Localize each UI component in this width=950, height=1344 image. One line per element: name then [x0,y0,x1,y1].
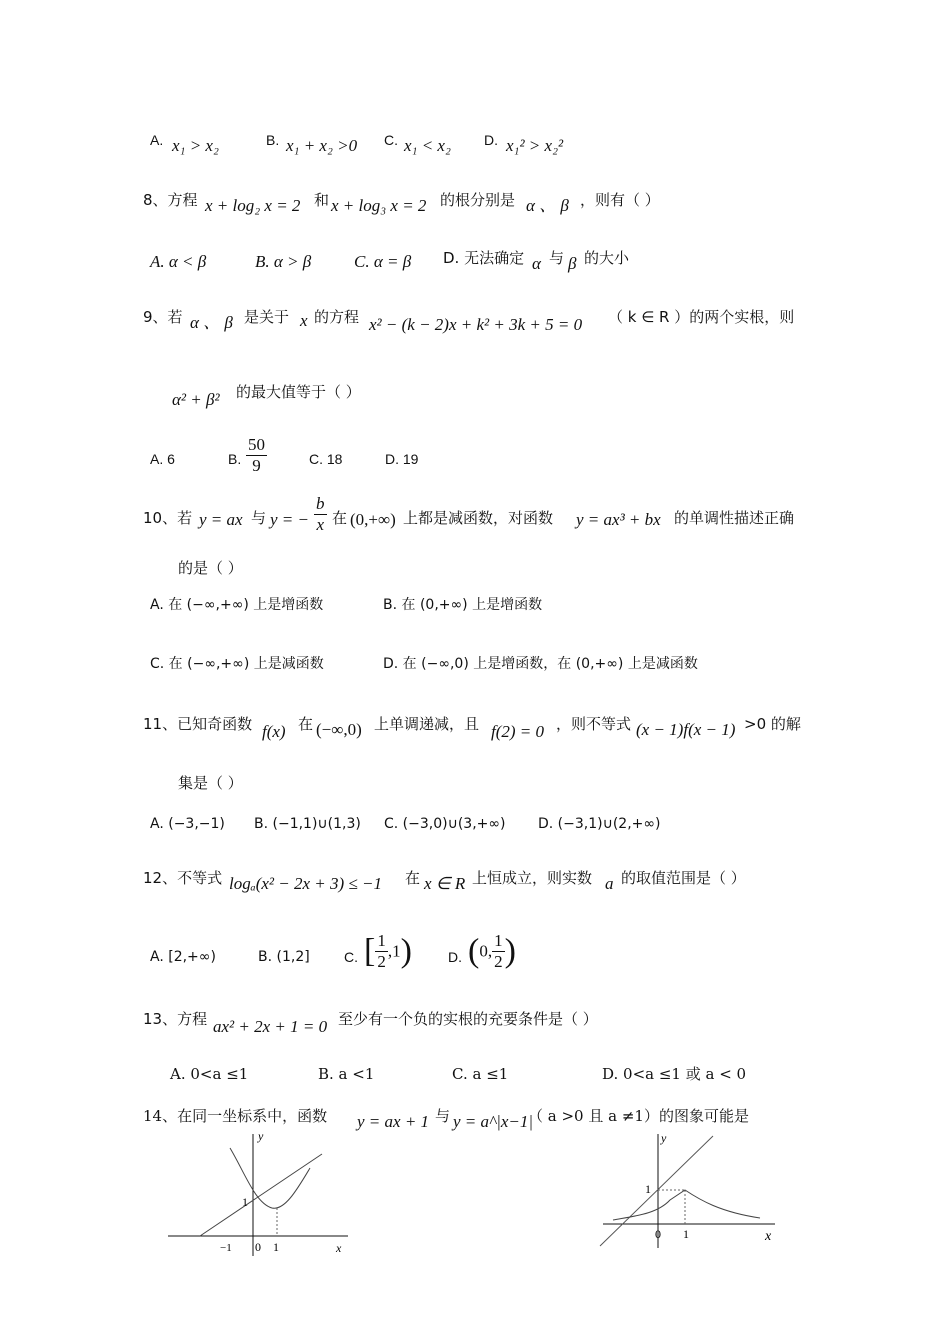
q9-condition: （ k ∈ R ）的两个实根，则 [608,308,795,326]
q9-sum-squares: α² + β² [172,390,220,409]
graph-2-y-label: y [661,1131,667,1145]
q10-text-1: 与 [251,509,267,527]
q10-fraction-denominator: x [316,515,325,534]
q8-option-c: C. α = β [354,252,412,271]
graph-1-one-x: 1 [273,1240,279,1254]
q13-text: 至少有一个负的实根的充要条件是（ ） [338,1010,598,1028]
q9-option-b-numerator: 50 [248,435,265,454]
q13-option-b: B. a <1 [318,1065,375,1083]
q10-number: 10、若 [143,509,193,527]
q12-a: a [605,874,614,893]
q11-option-b: B. (−1,1)∪(1,3) [254,816,361,832]
q13-equation: ax² + 2x + 1 = 0 [213,1017,328,1036]
q8-equation-2: x + log₃ x = 2 [331,196,427,215]
q8-option-b: B. α > β [255,252,312,271]
q9-option-d: D. 19 [385,451,419,467]
q12-option-c-numerator: 1 [377,931,386,950]
q12-option-d-interval: (0, $\frac{1}{2}$ ) [468,931,516,971]
q11-number: 11、已知奇函数 [143,715,253,733]
q9-option-c: C. 18 [309,451,343,467]
q14-text-1: 与 [435,1107,451,1125]
graph-2-zero: 0 [655,1227,661,1241]
q8-and: 和 [314,191,330,209]
q10-equation-3: y = ax³ + bx [576,510,661,529]
graph-1-svg [160,1128,360,1258]
q7-option-c: x₁ < x₂ [404,136,451,155]
q10-interval: (0,+∞) [350,510,396,529]
q12-option-a: A. [2,+∞) [150,949,216,965]
graph-1-zero: 0 [255,1240,261,1254]
q11-interval: (−∞,0) [316,720,362,739]
q8-option-d-beta: β [568,254,577,273]
graph-2 [595,1128,785,1253]
q11-option-d: D. (−3,1)∪(2,+∞) [538,816,661,832]
q10-line-2-text: 的是（ ） [178,559,243,577]
q9-option-b-denominator: 9 [252,456,261,475]
q12-inequality: logₐ(x² − 2x + 3) ≤ −1 [229,874,382,893]
q10-text-3: 上都是减函数，对函数 [403,509,554,527]
q11-text-3: ，则不等式 [556,715,632,733]
q11-option-a: A. (−3,−1) [150,816,225,832]
q8-number: 8、方程 [143,191,198,209]
q8-option-d-pre: D. 无法确定 [443,249,525,267]
q10-equation-1: y = ax [199,510,243,529]
graph-2-one-y: 1 [645,1182,651,1196]
q9-option-a: A. 6 [150,451,175,467]
q14-number: 14、在同一坐标系中，函数 [143,1107,328,1125]
graph-1-x-label: x [336,1241,342,1255]
q11-line-2-text: 集是（ ） [178,774,243,792]
q10-fraction [314,494,327,535]
q11-text-4: >0 的解 [744,715,801,733]
q11-option-c: C. (−3,0)∪(3,+∞) [384,816,506,832]
q14-equation-1: y = ax + 1 [357,1112,430,1131]
graph-2-svg [595,1128,785,1253]
q9-option-b-label: B. [228,451,242,467]
q13-option-a: A. 0<a ≤1 [170,1065,249,1083]
q13-number: 13、方程 [143,1010,208,1028]
q13-option-c: C. a ≤1 [452,1065,509,1083]
q12-option-d-denominator: 2 [494,952,503,971]
q14-text-2: （ a >0 且 a ≠1）的图象可能是 [528,1107,749,1125]
q7-option-d-label: D. [484,132,498,148]
q13-option-d: D. 0<a ≤1 或 a < 0 [602,1065,747,1083]
graph-1 [160,1128,360,1258]
q8-option-d-mid: 与 [549,249,565,267]
q10-option-b: B. 在 (0,+∞) 上是增函数 [383,597,543,613]
graph-1-one-y: 1 [242,1195,248,1209]
q12-number: 12、不等式 [143,869,223,887]
q12-option-d-label: D. [448,949,462,965]
q8-option-d-end: 的大小 [584,249,630,267]
q8-tail: 的根分别是 [440,191,516,209]
q8-roots: α 、 β [526,196,569,215]
q11-condition: f(2) = 0 [491,722,545,741]
q8-option-d-alpha: α [532,254,541,273]
q10-option-a: A. 在 (−∞,+∞) 上是增函数 [150,597,324,613]
q9-line-2-text: 的最大值等于（ ） [236,383,361,401]
q10-option-d: D. 在 (−∞,0) 上是增函数，在 (0,+∞) 上是减函数 [383,656,698,672]
graph-1-y-label: y [258,1129,264,1143]
graph-1-neg-one: −1 [220,1242,232,1254]
q10-text-4: 的单调性描述正确 [674,509,795,527]
q11-text-2: 上单调递减，且 [374,715,480,733]
q11-inequality: (x − 1)f(x − 1) [636,720,736,739]
q10-text-2: 在 [332,509,348,527]
q12-option-c-denominator: 2 [377,952,386,971]
graph-2-x-label: x [765,1229,772,1244]
q10-fraction-numerator: b [316,494,325,513]
q12-text-1: 在 [405,869,421,887]
q11-text-1: 在 [298,715,314,733]
q14-equation-2: y = a^|x−1| [453,1112,534,1131]
q12-option-d-numerator: 1 [494,931,503,950]
q9-equation: x² − (k − 2)x + k² + 3k + 5 = 0 [369,315,583,334]
q9-text-2: 的方程 [314,308,360,326]
q12-text-2: 上恒成立，则实数 [472,869,593,887]
q9-number: 9、若 [143,308,183,326]
q12-option-c-interval: [ $\frac{1}{2}$ ,1) [364,931,412,971]
q12-condition: x ∈ R [424,874,466,893]
q9-option-b-fraction [246,435,267,476]
q7-option-c-label: C. [384,132,398,148]
q12-text-3: 的取值范围是（ ） [621,869,746,887]
q8-end: ，则有（ ） [580,191,660,209]
q7-option-b: x₁ + x₂ >0 [286,136,358,155]
q9-roots: α 、 β [190,313,233,332]
q12-option-b: B. (1,2] [258,949,310,965]
graph-1-line [200,1154,322,1236]
q10-equation-2: y = − [270,510,309,529]
graph-2-one-x: 1 [683,1227,689,1241]
q8-equation-1: x + log₂ x = 2 [205,196,301,215]
q7-option-d: x₁² > x₂² [506,136,564,155]
q9-x: x [300,311,308,330]
q9-text-1: 是关于 [244,308,290,326]
q11-function: f(x) [262,722,286,741]
graph-2-curve [613,1190,760,1220]
q7-option-a-label: A. [150,132,164,148]
q8-option-a: A. α < β [150,252,207,271]
q7-option-b-label: B. [266,132,280,148]
q10-option-c: C. 在 (−∞,+∞) 上是减函数 [150,656,324,672]
q7-option-a: x₁ > x₂ [172,136,219,155]
q12-option-c-label: C. [344,949,358,965]
